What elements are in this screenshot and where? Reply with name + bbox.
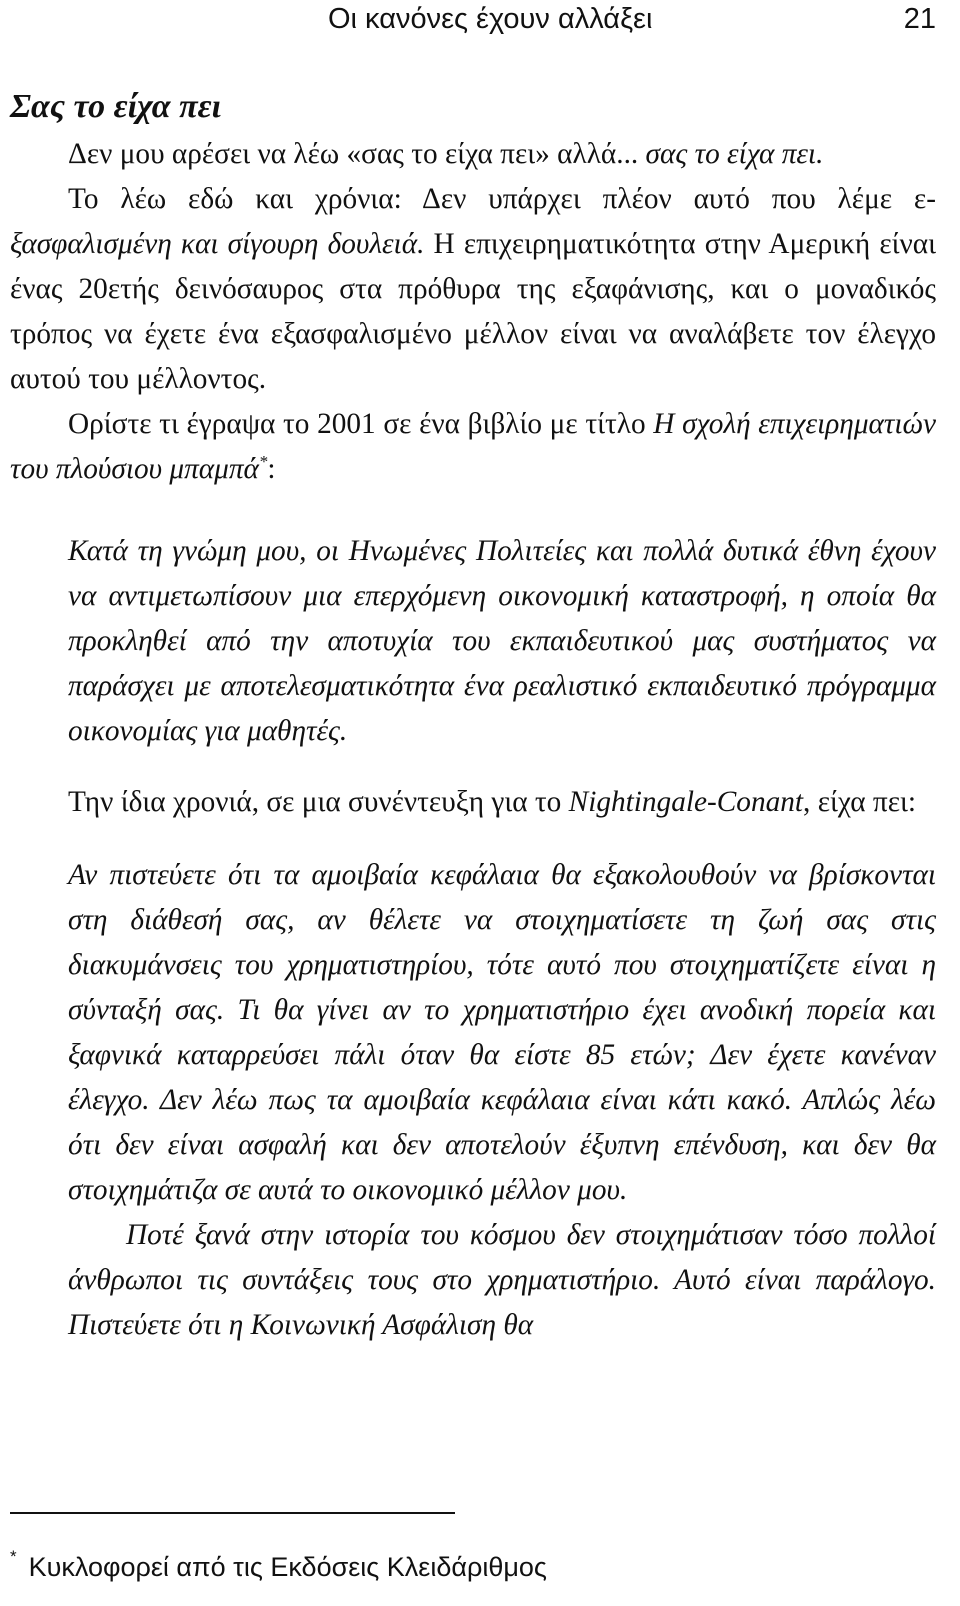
paragraph-book-reference <box>10 402 936 495</box>
paragraph-job-security-text-b: Η επιχειρηματικότητα στην Αμερική είναι ένας 20ετής δεινόσαυρος στα πρόθυρα της εξαφάνισης, και ο μοναδικός τρόπος να έχετε ένα εξασφαλισμένο μέλλον είναι να αναλάβετε τον έλεγχο αυτού του μέλλοντος. <box>10 228 936 395</box>
book-title: Η σχολή επιχειρηματιών του πλούσιου μπαμπά <box>10 408 936 485</box>
footnote-reference-mark: * <box>258 452 268 471</box>
footnote-divider <box>10 1512 455 1514</box>
page-number: 21 <box>903 3 936 35</box>
footnote-mark: * <box>10 1547 17 1566</box>
spacer <box>10 754 936 780</box>
paragraph-interview <box>10 780 936 825</box>
quote-book-excerpt: Κατά τη γνώμη μου, οι Ηνωμένες Πολιτείες και πολλά δυτικά έθνη έχουν να αντιμετωπίσουν μια επερχόμενη οικονομική καταστροφή, η οποία θα προκληθεί από την αποτυχία του εκπαιδευτικού μας συστήματος να παράσχει με αποτελεσματικότητα ένα ρεαλιστικό εκπαιδευτικό πρόγραμμα οικονομίας για μαθητές. <box>68 535 936 747</box>
paragraph-job-security-emphasis: ξασφαλισμένη και σίγουρη δουλειά. <box>10 228 425 260</box>
paragraph-job-security-text-a: Το λέω εδώ και χρόνια: Δεν υπάρχει πλέον αυτό που λέμε ε- <box>68 183 936 215</box>
spacer <box>10 825 936 853</box>
section-title: Σας το είχα πει <box>10 88 222 125</box>
quote-interview-part-1: Αν πιστεύετε ότι τα αμοιβαία κεφάλαια θα εξακολουθούν να βρίσκονται στη διάθεσή σας, αν θέλετε να στοιχηματίσετε τη ζωή σας στις διακυμάνσεις του χρηματιστηρίου, τότε αυτό που στοιχηματίζετε είναι η σύνταξή σας. Τι θα γίνει αν το χρηματιστήριο έχει ανοδική πορεία και ξαφνικά καταρρεύσει πάλι όταν θα είστε 85 ετών; Δεν έχετε κανέναν έλεγχο. Δεν λέω πως τα αμοιβαία κεφάλαια είναι κάτι κακό. Απλώς λέω ότι δεν είναι ασφαλή και δεν αποτελούν έξυπνη επένδυση, και δεν θα στοιχημάτιζα σε αυτά το οικονομικό μέλλον μου. <box>68 859 936 1206</box>
paragraph-book-reference-text: Ορίστε τι έγραψα το 2001 σε ένα βιβλίο με τίτλο <box>68 408 654 440</box>
paragraph-job-security <box>10 177 936 402</box>
interview-source-name: Nightingale-Conant <box>568 786 804 818</box>
paragraph-interview-text-b: , είχα πει: <box>803 786 917 818</box>
footnote <box>10 1547 930 1588</box>
paragraph-interview-text-a: Την ίδια χρονιά, σε μια συνέντευξη για το <box>68 786 569 818</box>
paragraph-book-reference-end: : <box>267 453 276 485</box>
running-header <box>0 2 936 36</box>
paragraph-intro <box>10 132 936 177</box>
spacer <box>10 495 936 529</box>
paragraph-intro-text: Δεν μου αρέσει να λέω «σας το είχα πει» αλλά... <box>68 138 646 170</box>
running-title: Οι κανόνες έχουν αλλάξει <box>328 3 653 35</box>
body-text <box>10 82 936 1348</box>
quote-interview-part-2: Ποτέ ξανά στην ιστορία του κόσμου δεν στοιχημάτισαν τόσο πολλοί άνθρωποι τις συντάξεις τους στο χρηματιστήριο. Αυτό είναι παράλογο. Πιστεύετε ότι η Κοινωνική Ασφάλιση θα <box>68 1219 936 1341</box>
footnote-text: Κυκλοφορεί από τις Εκδόσεις Κλειδάριθμος <box>28 1552 547 1582</box>
paragraph-intro-emphasis: σας το είχα πει. <box>645 138 824 170</box>
